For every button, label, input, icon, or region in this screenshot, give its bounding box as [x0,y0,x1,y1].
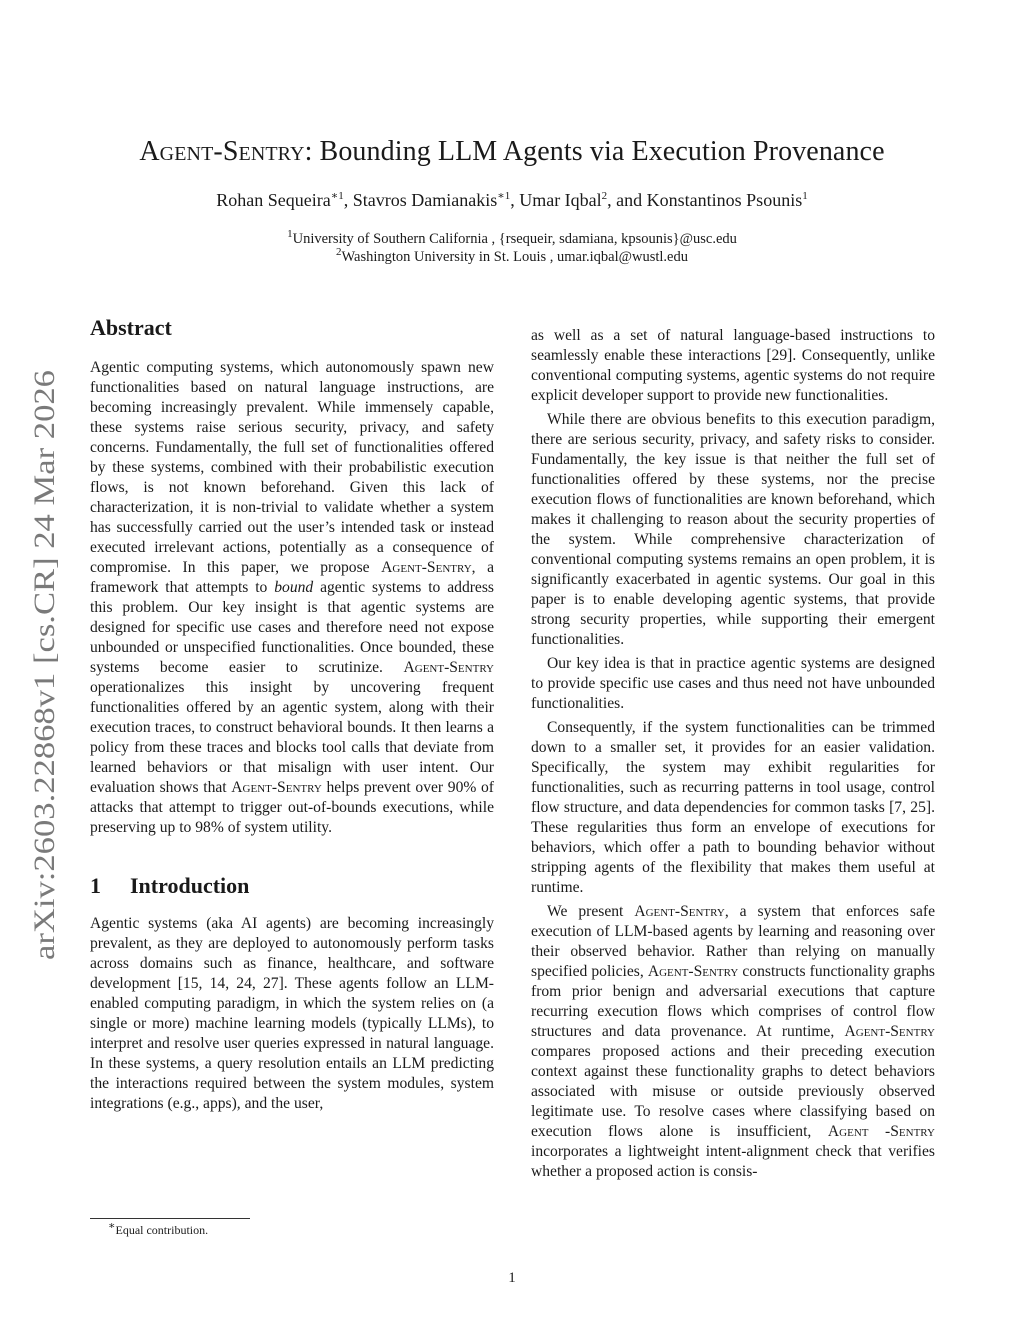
intro-system-name: Agent-Sentry [634,903,725,920]
abstract-system-name: Agent-Sentry [403,659,494,676]
page-number: 1 [508,1270,516,1286]
paper-title [0,136,1024,168]
footnote [108,1220,209,1238]
intro-system-name: Agent -Sentry [827,1123,935,1140]
intro-text-d: compares proposed actions and their preceding execution context against these functionality graphs to detect behaviors associated with misuse or outside previously observed legitimate use. To resolve cases where classifying based on execution flows alone is insufficient, [531,1043,935,1140]
author-name: Stavros Damianakis [352,190,498,210]
abstract-heading: Abstract [90,315,172,340]
intro-paragraph-5 [531,902,935,1182]
footnote-mark: ∗ [108,1220,116,1232]
intro-text-e: incorporates a lightweight intent-alignment check that verifies whether a proposed action is consis- [531,1143,935,1180]
affiliation-wustl [0,248,1024,266]
title-rest: : Bounding LLM Agents via Execution Provenance [304,136,885,167]
affiliation-text: University of Southern California , {rsequeir, sdamiana, kpsounis}@usc.edu [292,231,737,247]
intro-paragraph-1: Agentic systems (aka AI agents) are becoming increasingly prevalent, as they are deployed to autonomously perform tasks across domains such as finance, healthcare, and software development [15, 14, 24, 27]. These agents follow an LLM-enabled computing paradigm, in which the system relies on (a single or more) machine learning models (typically LLMs), to interpret and resolve user queries expressed in natural language. In these systems, a query resolution entails an LLM predicting the interactions required between the system modules, system integrations (e.g., apps), and the user, [90,915,494,1112]
intro-paragraph-2: While there are obvious benefits to this execution paradigm, there are serious security, privacy, and safety risks to consider. Fundamentally, the key issue is that neither the full set of functionalities offered by these systems, nor the precise execution flows of functionalities are known beforehand, which makes it challenging to reason about the security properties of the system. While comprehensive characterization of conventional computing systems remains an open problem, it is significantly exacerbated in agentic systems. Our goal in this paper is to enable developing agentic systems, that provide strong security properties, while supporting their emergent functionalities. [531,411,935,648]
arxiv-id-text: arXiv:2603.22868v1 [cs.CR] 24 Mar 2026 [28,448,61,960]
intro-paragraph-1-continued: as well as a set of natural language-based instructions to seamlessly enable these interactions [29]. Consequently, unlike conventional computing systems, agentic systems do not require explicit developer support to provide new functionalities. [531,327,935,404]
intro-system-name: Agent-Sentry [844,1023,935,1040]
intro-text-c: constructs functionality graphs from prior benign and adversarial executions that capture recurring execution flows which comprises of control flow structures and data provenance. At runtime, [531,963,935,1040]
footnote-rule [90,1218,250,1219]
left-column [90,315,495,1114]
affiliation-mark: 2 [336,246,342,259]
intro-paragraph-3: Our key idea is that in practice agentic systems are designed to provide specific use cases and thus need not have unbounded functionalities. [531,655,935,712]
abstract-text-e: helps prevent over 90% of attacks that attempt to trigger out-of-bounds executions, while preserving up to 98% of system utility. [90,779,494,836]
footnote-text: Equal contribution. [115,1223,209,1237]
abstract-text-c: agentic systems to address this problem. Our key insight is that agentic systems are designed for specific use cases and therefore need not expose unbounded or unspecified functionalities. Once bounded, these systems become easier to scrutinize. [90,579,494,676]
affiliation-text: Washington University in St. Louis , umar.iqbal@wustl.edu [341,249,688,265]
abstract-paragraph [90,358,494,838]
abstract-emphasis: bound [274,579,314,596]
author-name: Umar Iqbal [519,190,602,210]
affiliation-mark: 1 [287,228,293,241]
title-system-name: Agent-Sentry [139,136,305,167]
intro-text-a: We present [547,903,635,920]
abstract-system-name: Agent-Sentry [381,559,472,576]
author-name: Rohan Sequeira [216,190,331,210]
intro-paragraph-4: Consequently, if the system functionalities can be trimmed down to a smaller set, it provides for an easier validation. Specifically, the system may exhibit regularities for functionalities, such as recurring patterns in tool usage, control flow structure, and data dependencies for common tasks [7, 25]. These regularities thus form an envelope of executions for behaviors, which offer a path to bounding behavior without stripping agents of the flexibility that makes them useful at runtime. [531,719,935,896]
author-mark: ∗1 [497,190,511,202]
section-number: 1 [90,873,101,898]
author-list: Rohan Sequeira$^{∗1}$, Stavros Damianakis$^{∗1}$, Umar Iqbal$^2$, and Konstantinos Psounis$^1$ [216,190,808,210]
author-name: Konstantinos Psounis [646,190,803,210]
section-title: Introduction [130,873,250,898]
author-mark: ∗1 [330,190,344,202]
arxiv-sidebar-svg [20,370,64,960]
abstract-text-b: , a framework that attempts to [90,559,495,596]
abstract-text-d: operationalizes this insight by uncovering frequent functionalities offered by an agentic system, along with their execution traces, to construct behavioral bounds. It then learns a policy from these traces and blocks tool calls that deviate from learned behaviors or that misalign with user intent. Our evaluation shows that [90,679,494,796]
affiliation-usc [0,230,1024,248]
author-mark: 1 [802,190,808,202]
affiliations [0,230,1024,266]
abstract-text-a: Agentic computing systems, which autonomously spawn new functionalities based on natural language instructions, are becoming increasingly prevalent. While immensely capable, these systems raise serious security, privacy, and safety concerns. Fundamentally, the full set of functionalities offered by these systems, combined with their probabilistic execution flows, is not known beforehand. Given this lack of characterization, it is non-trivial to validate whether a system has successfully carried out the user’s intended task or instead executed irrelevant actions, potentially as a consequence of compromise. In this paper, we propose [90,359,494,576]
author-mark: 2 [601,190,608,202]
intro-system-name: Agent-Sentry [647,963,739,980]
arxiv-sidebar-stamp [20,370,64,960]
introduction-heading [90,873,494,898]
abstract-system-name: Agent-Sentry [231,779,322,796]
intro-text-b: , a system that enforces safe execution of LLM-based agents by learning and reasoning over their observed behavior. Rather than relying on manually specified policies, [531,903,935,980]
right-column [531,326,935,1182]
